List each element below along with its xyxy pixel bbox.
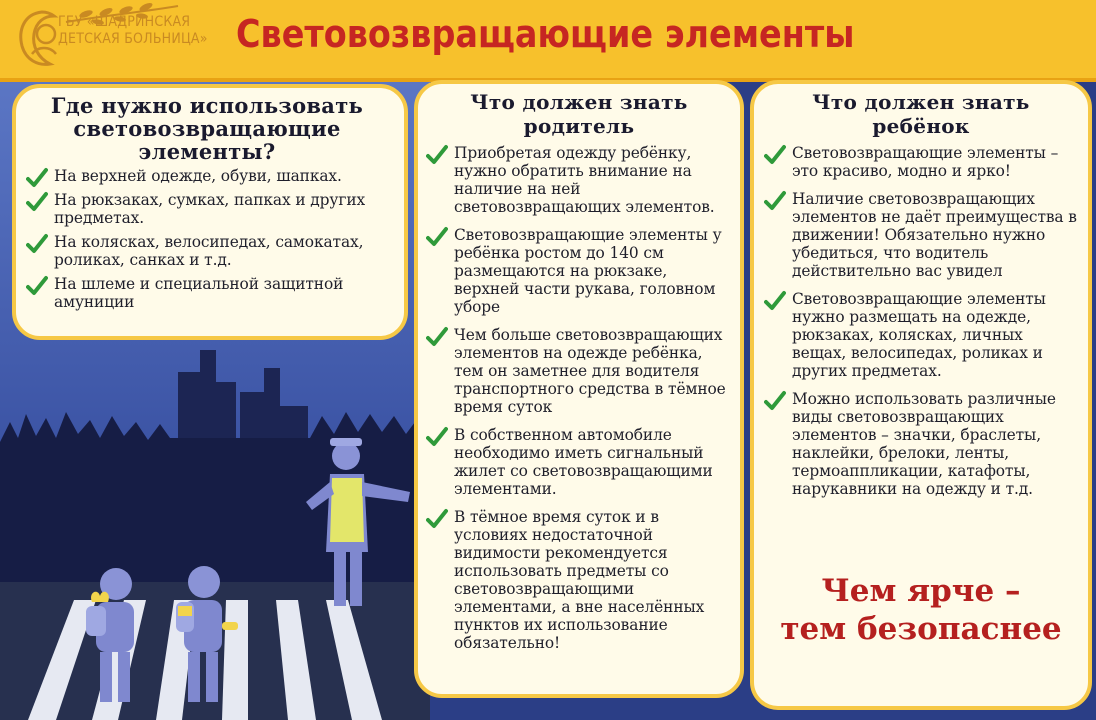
check-icon <box>764 190 786 212</box>
check-icon <box>764 144 786 166</box>
list-item: Световозвращающие элементы у ребёнка ростом до 140 см размещаются на рюкзаке, верхней части рукава, головном уборе <box>424 226 734 316</box>
where-to-use-card <box>12 84 408 340</box>
list-item: На верхней одежде, обуви, шапках. <box>24 167 390 185</box>
list-item: В тёмное время суток и в условиях недостаточной видимости рекомендуется использовать предметы со световозвращающими элементами, а вне населённых пунктов их использование обязательно! <box>424 508 734 652</box>
child-card <box>750 80 1092 710</box>
check-icon <box>26 167 48 189</box>
list-item: Световозвращающие элементы – это красиво, модно и ярко! <box>762 144 1080 180</box>
check-icon <box>26 275 48 297</box>
check-icon <box>426 326 448 348</box>
check-icon <box>764 290 786 312</box>
check-icon <box>26 191 48 213</box>
card-title: Где нужно использовать световозвращающие элементы? <box>50 93 364 164</box>
check-icon <box>426 144 448 166</box>
slogan: Чем ярче – тем безопаснее <box>780 573 1062 647</box>
list-item: Наличие световозвращающих элементов не даёт преимущества в движении! Обязательно нужно убедиться, что водитель действительно вас увидел <box>762 190 1080 280</box>
check-icon <box>426 426 448 448</box>
list-item: Можно использовать различные виды световозвращающих элементов – значки, браслеты, наклейки, брелоки, ленты, термоаппликации, катафоты, нарукавники на одежду и т.д. <box>762 390 1080 498</box>
list-item: На рюкзаках, сумках, папках и других предметах. <box>24 191 390 227</box>
check-icon <box>26 233 48 255</box>
list-item: Приобретая одежду ребёнку, нужно обратить внимание на наличие на ней световозвращающих элементов. <box>424 144 734 216</box>
page-title: Световозвращающие элементы <box>236 12 855 56</box>
list-item: На шлеме и специальной защитной амуниции <box>24 275 390 311</box>
list-item: На колясках, велосипедах, самокатах, роликах, санках и т.д. <box>24 233 390 269</box>
check-icon <box>426 508 448 530</box>
list-item: Световозвращающие элементы нужно размещать на одежде, рюкзаках, колясках, личных вещах, велосипедах, роликах и других предметах. <box>762 290 1080 380</box>
card-title: Что должен знать ребёнок <box>812 90 1030 138</box>
org-name: ГБУ «ШАДРИНСКАЯ ДЕТСКАЯ БОЛЬНИЦА» <box>58 14 208 47</box>
check-icon <box>764 390 786 412</box>
list-item: В собственном автомобиле необходимо иметь сигнальный жилет со световозвращающими элементами. <box>424 426 734 498</box>
parent-card <box>414 80 744 698</box>
card-title: Что должен знать родитель <box>470 90 688 138</box>
check-icon <box>426 226 448 248</box>
list-item: Чем больше световозвращающих элементов на одежде ребёнка, тем он заметнее для водителя транспортного средства в тёмное время суток <box>424 326 734 416</box>
header-banner <box>0 0 1096 82</box>
